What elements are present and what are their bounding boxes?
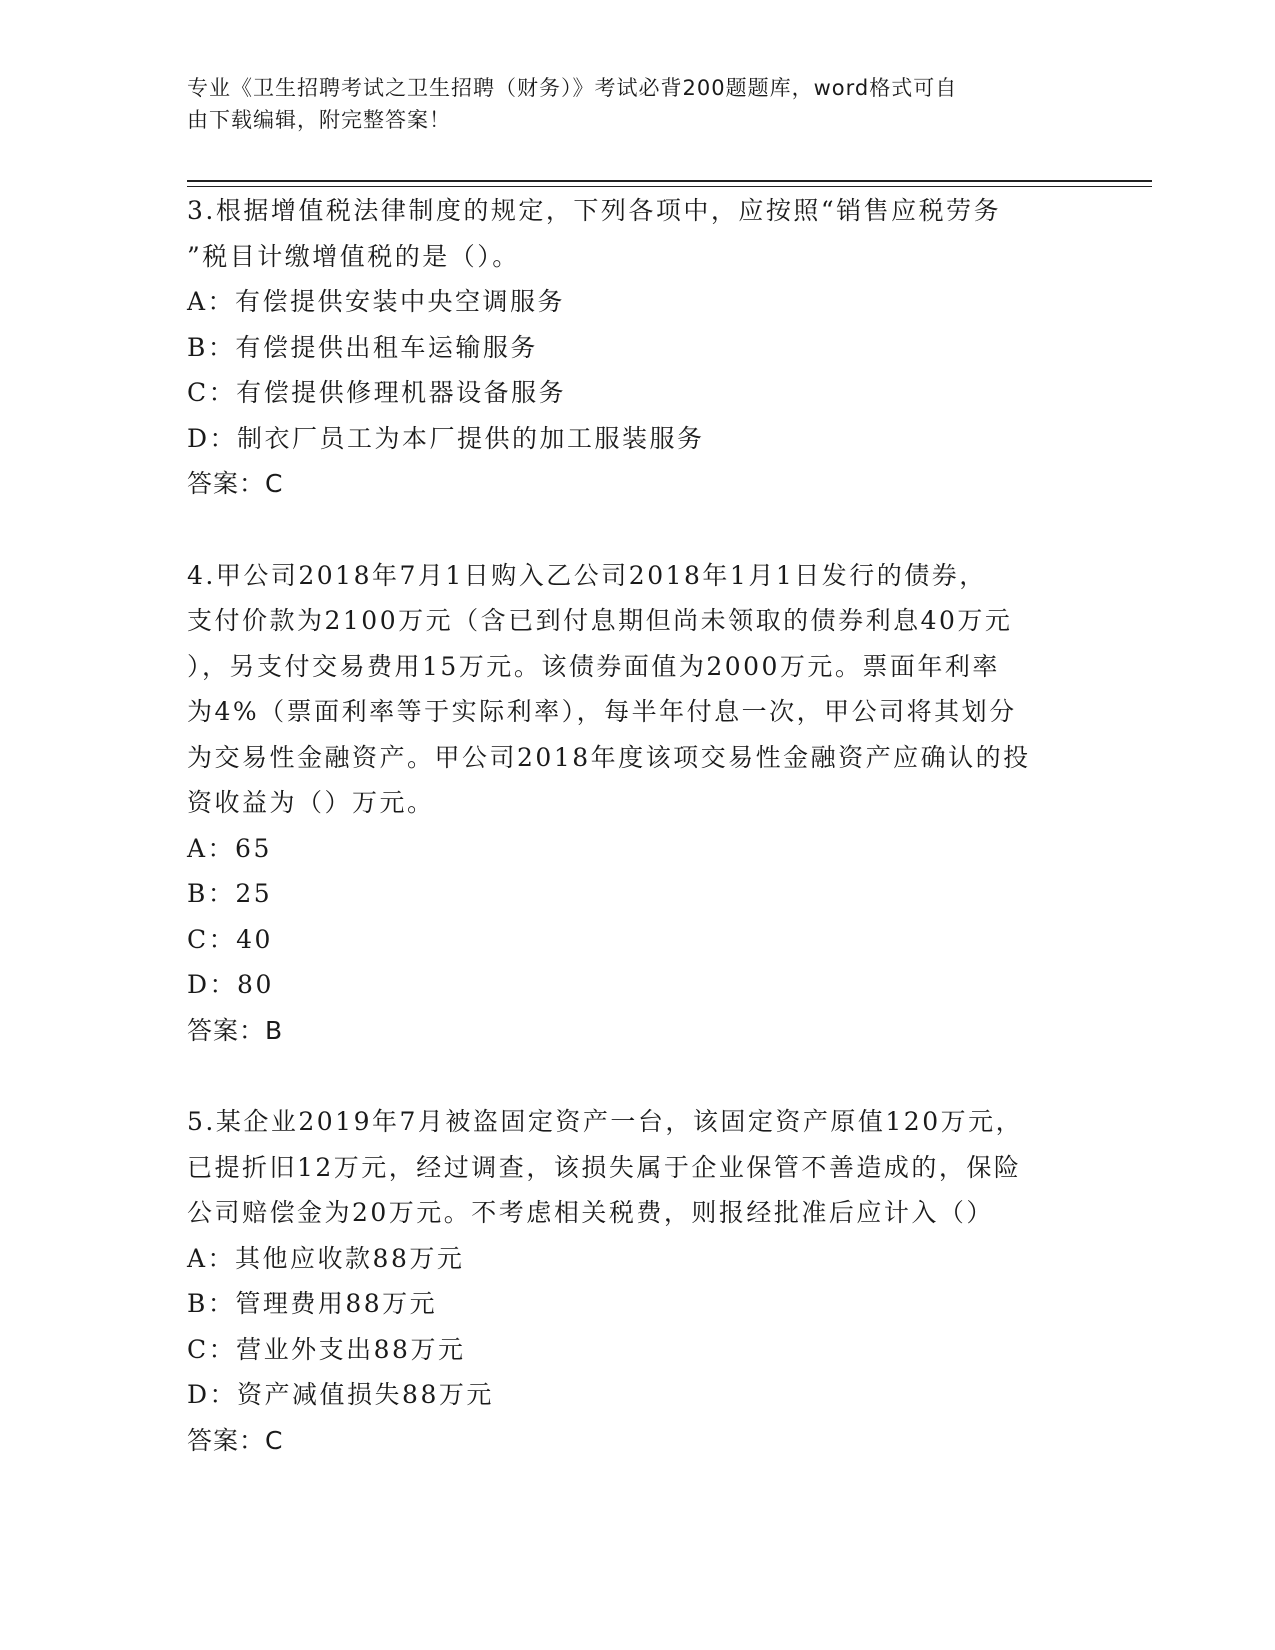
option-a: A：65 [187,833,272,863]
header-line-2: 由下载编辑，附完整答案！ [187,108,451,132]
question-text-line: 为交易性金融资产。甲公司2018年度该项交易性金融资产应确认的投 [187,742,1031,772]
question-4 [187,553,1087,1054]
option-b: B：管理费用88万元 [187,1289,438,1318]
question-text-line: 资收益为（）万元。 [187,788,435,817]
question-text-line: 4.甲公司2018年7月1日购入乙公司2018年1月1日发行的债券， [187,560,987,590]
document-header [187,72,1067,136]
option-b: B：有偿提供出租车运输服务 [187,332,538,362]
answer: 答案：B [187,1015,284,1045]
question-3 [187,188,1087,507]
question-text-line: 已提折旧12万元，经过调查，该损失属于企业保管不善造成的，保险 [187,1152,1022,1182]
question-text-line: 3.根据增值税法律制度的规定，下列各项中，应按照“销售应税劳务 [187,196,1002,225]
option-d: D：80 [187,970,274,999]
option-a: A：其他应收款88万元 [187,1243,465,1273]
option-c: C：营业外支出88万元 [187,1334,466,1364]
option-c: C：有偿提供修理机器设备服务 [187,378,567,407]
question-text-line: 公司赔偿金为20万元。不考虑相关税费，则报经批准后应计入（） [187,1198,994,1227]
option-d: D：资产减值损失88万元 [187,1380,494,1409]
question-list [187,188,1087,1463]
option-d: D：制衣厂员工为本厂提供的加工服装服务 [187,423,705,453]
question-text-line: 5.某企业2019年7月被盗固定资产一台，该固定资产原值120万元， [187,1107,1024,1136]
question-spacer [187,1053,1087,1099]
header-divider-thick [187,180,1152,182]
option-b: B：25 [187,879,273,908]
question-text-line: 为4%（票面利率等于实际利率），每半年付息一次，甲公司将其划分 [187,697,1017,726]
question-text-line: 支付价款为2100万元（含已到付息期但尚未领取的债券利息40万元 [187,606,1013,635]
answer: 答案：C [187,469,284,498]
question-text-line: ”税目计缴增值税的是（）。 [187,241,520,271]
answer: 答案：C [187,1425,284,1455]
question-text-line: ），另支付交易费用15万元。该债券面值为2000万元。票面年利率 [187,651,1000,681]
option-a: A：有偿提供安装中央空调服务 [187,287,566,316]
header-line-1: 专业《卫生招聘考试之卫生招聘（财务）》考试必背200题题库，word格式可自 [187,76,958,100]
question-spacer [187,507,1087,553]
header-divider-thin [187,186,1152,187]
question-5 [187,1099,1087,1463]
option-c: C：40 [187,924,273,954]
